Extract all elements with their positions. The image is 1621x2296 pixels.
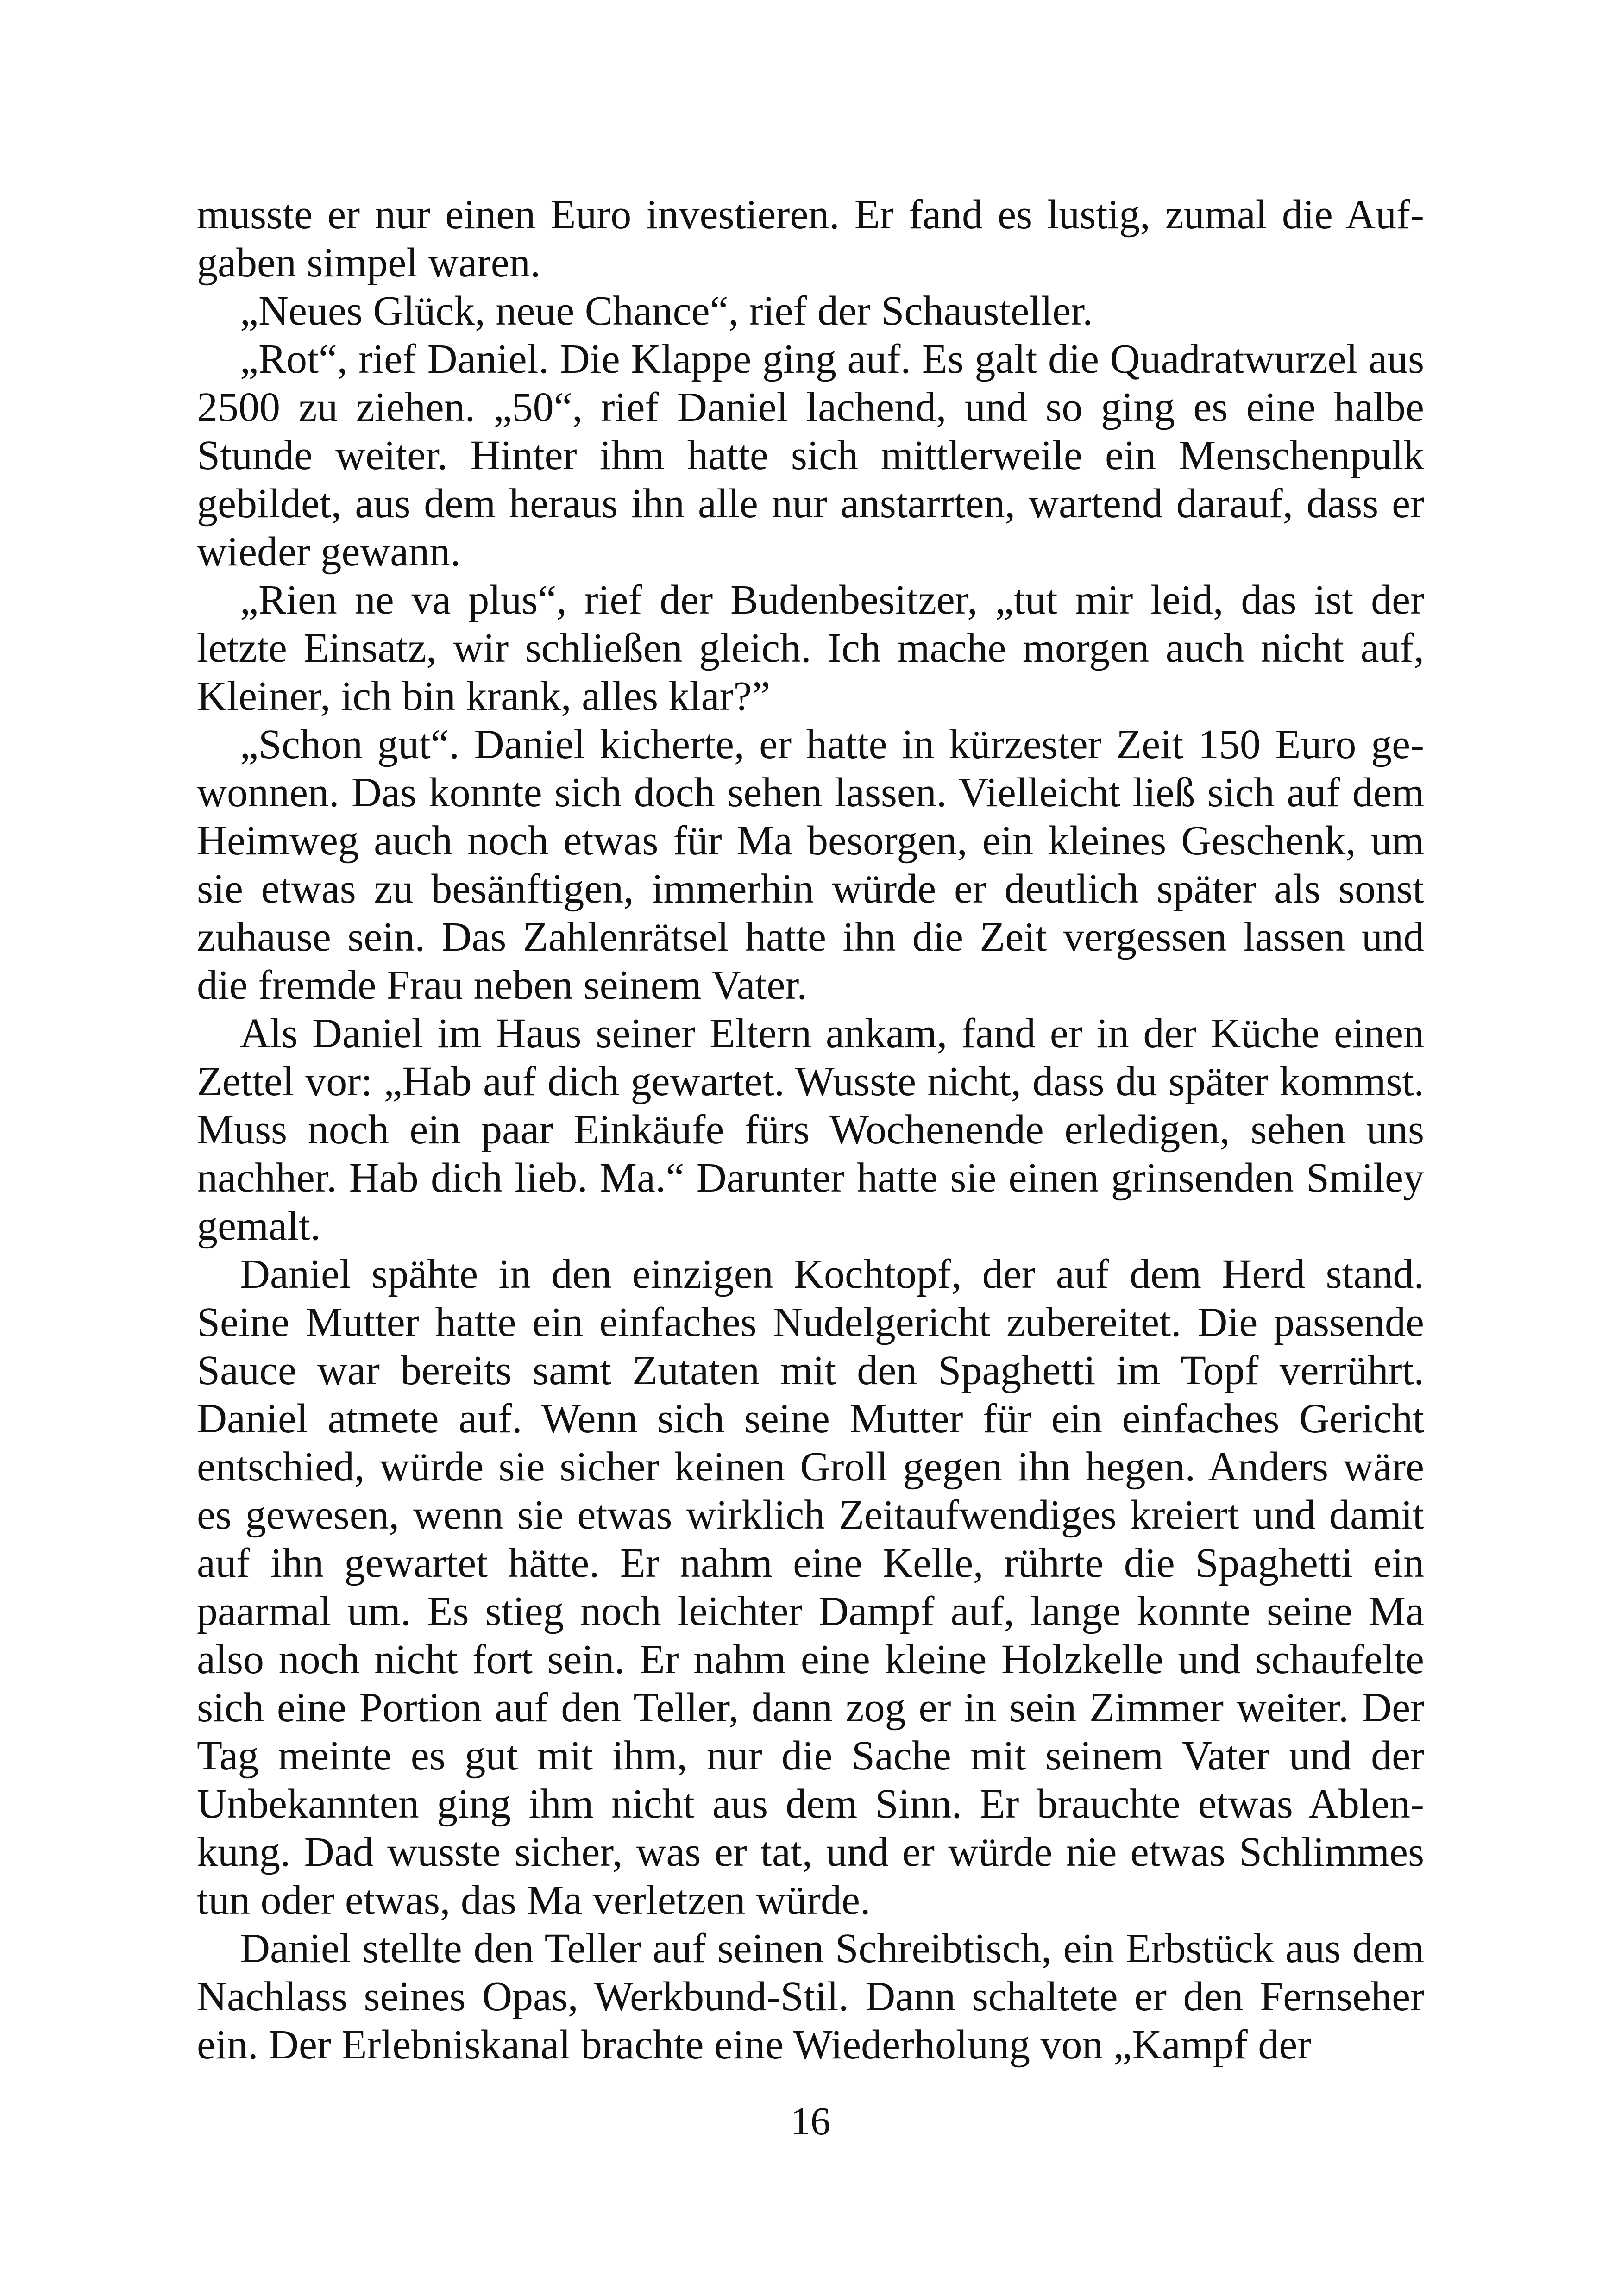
paragraph: „Schon gut“. Daniel kicherte, er hatte in kürzester Zeit 150 Euro gewonnen. Das konnte sich doch sehen lassen. Vielleicht ließ sich auf dem Heimweg auch noch etwas für Ma besorgen, ein kleines Geschenk, um sie etwas zu besänftigen, immerhin würde er deutlich später als sonst zuhause sein. Das Zahlenrätsel hatte ihn die Zeit vergessen lassen und die fremde Frau neben seinem Vater.: [197, 721, 1424, 1008]
paragraph: „Rien ne va plus“, rief der Budenbesitzer, „tut mir leid, das ist der letzte Einsatz, wir schließen gleich. Ich mache morgen auch nicht auf, Kleiner, ich bin krank, alles klar?”: [197, 577, 1424, 719]
paragraph: „Rot“, rief Daniel. Die Klappe ging auf. Es galt die Quadratwurzel aus 2500 zu ziehen. „50“, rief Daniel lachend, und so ging es eine halbe Stunde weiter. Hinter ihm hatte sich mittlerweile ein Menschenpulk gebildet, aus dem heraus ihn alle nur anstarrten, wartend darauf, dass er wieder gewann.: [197, 336, 1424, 575]
paragraph: musste er nur einen Euro investieren. Er fand es lustig, zumal die Aufgaben simpel waren.: [197, 192, 1424, 286]
paragraph: „Neues Glück, neue Chance“, rief der Schausteller.: [240, 288, 1093, 334]
paragraph: Als Daniel im Haus seiner Eltern ankam, fand er in der Küche einen Zettel vor: „Hab auf dich gewartet. Wusste nicht, dass du später kommst. Muss noch ein paar Einkäufe fürs Wochenende erledigen, sehen uns nachher. Hab dich lieb. Ma.“ Darunter hatte sie einen grinsenden Smiley gemalt.: [197, 1010, 1424, 1249]
paragraph: Daniel stellte den Teller auf seinen Schreibtisch, ein Erbstück aus dem Nachlass seines Opas, Werkbund-Stil. Dann schaltete er den Fernseher ein. Der Erlebniskanal brachte eine Wiederholung von „Kampf der: [197, 1926, 1424, 2068]
body-text: [197, 191, 1424, 2069]
page-number: 16: [791, 2099, 830, 2143]
paragraph: Daniel spähte in den einzigen Kochtopf, der auf dem Herd stand. Seine Mutter hatte ein einfaches Nudelgericht zubereitet. Die passende Sauce war bereits samt Zutaten mit den Spaghetti im Topf verrührt. Daniel atmete auf. Wenn sich seine Mutter für ein einfaches Gericht entschied, würde sie sicher keinen Groll gegen ihn hegen. Anders wäre es gewesen, wenn sie etwas wirklich Zeitaufwendiges kreiert und damit auf ihn gewartet hätte. Er nahm eine Kelle, rührte die Spaghetti ein paarmal um. Es stieg noch leichter Dampf auf, lange konnte seine Ma also noch nicht fort sein. Er nahm eine kleine Holzkelle und schaufelte sich eine Portion auf den Teller, dann zog er in sein Zimmer weiter. Der Tag meinte es gut mit ihm, nur die Sache mit seinem Vater und der Unbekannten ging ihm nicht aus dem Sinn. Er brauchte etwas Ablenkung. Dad wusste sicher, was er tat, und er würde nie etwas Schlimmes tun oder etwas, das Ma verletzen würde.: [197, 1251, 1424, 1923]
